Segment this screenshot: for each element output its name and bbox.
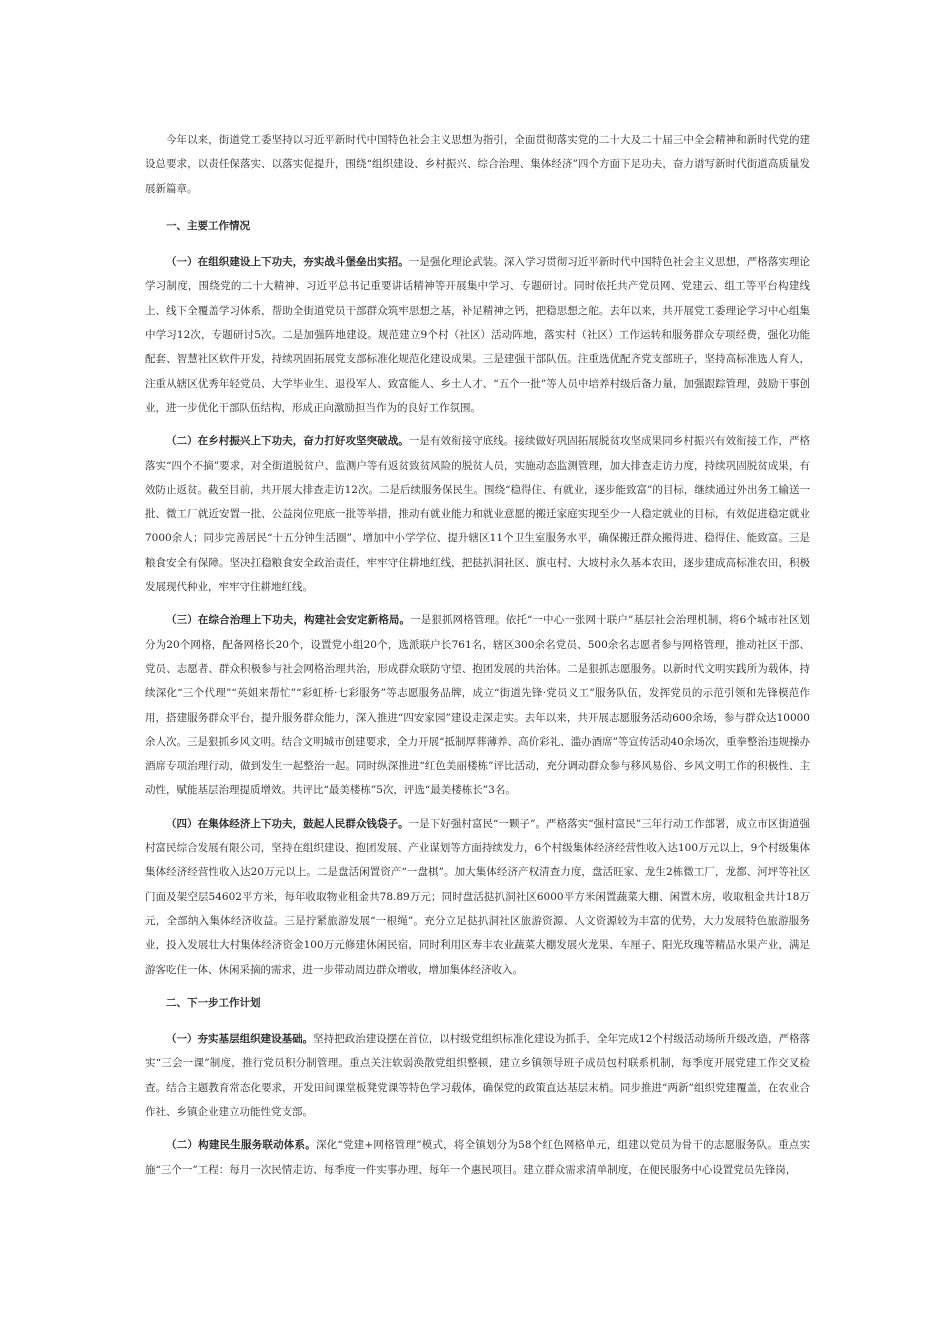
paragraph-plan-organization: [145, 1027, 810, 1124]
paragraph-lead: （一）在组织建设上下功夫，夯实战斗堡垒出实招。: [166, 256, 409, 269]
document-body: [145, 128, 810, 1191]
paragraph-lead: （二）在乡村振兴上下功夫，奋力打好攻坚突破战。: [166, 435, 409, 448]
paragraph-body: 一是强化理论武装。深入学习贯彻习近平新时代中国特色社会主义思想，严格落实理论学习制度，围绕党的二十大精神、习近平总书记重要讲话精神等开展集中学习、专题研讨。同时依托共产党员网、党建云、组工等平台构建线上、线下全覆盖学习体系，帮助全街道党员干部群众筑牢思想之基，补足精神之钙，把稳思想之舵。去年以来，共开展党工委理论学习中心组集中学习12次，专题研讨5次。二是加强阵地建设。规范建立9个村（社区）活动阵地，落实村（社区）工作运转和服务群众专项经费，强化功能配套、智慧社区软件开发，持续巩固拓展党支部标准化规范化建设成果。三是建强干部队伍。注重选优配齐党支部班子，坚持高标准选人育人，注重从辖区优秀年轻党员、大学毕业生、退役军人、致富能人、乡土人才、“五个一批”等人员中培养村级后备力量，加强跟踪管理，鼓励干事创业，进一步优化干部队伍结构，形成正向激励担当作为的良好工作氛围。: [145, 256, 811, 414]
intro-paragraph: 今年以来，街道党工委坚持以习近平新时代中国特色社会主义思想为指引，全面贯彻落实党的二十大及二十届三中全会精神和新时代党的建设总要求，以责任保落实、以落实促提升，围绕“组织建设、乡村振兴、综合治理、集体经济”四个方面下足功夫，奋力谱写新时代街道高质量发展新篇章。: [145, 134, 810, 195]
paragraph-organization: [145, 250, 810, 420]
paragraph-body: 一是有效衔接守底线。接续做好巩固拓展脱贫攻坚成果同乡村振兴有效衔接工作，严格落实“四个不摘”要求，对全街道脱贫户、监测户等有返贫致贫风险的脱贫人员，实施动态监测管理，加大排查走访力度，持续巩固脱贫成果，有效防止返贫。截至目前，共开展大排查走访12次。二是后续服务保民生。围绕“稳得住、有就业，逐步能致富”的目标，继续通过外出务工输送一批、微工厂就近安置一批、公益岗位兜底一批等举措，推动有就业能力和就业意愿的搬迁家庭实现至少一人稳定就业的目标，有效促进稳定就业7000余人；同步完善居民“十五分钟生活圈”、增加中小学学位、提升辖区11个卫生室服务水平，确保搬迁群众搬得进、稳得住、能致富。三是粮食安全有保障。坚决扛稳粮食安全政治责任，牢牢守住耕地红线，把挞扒洞社区、旗屯村、大坡村永久基本农田，逐步建成高标准农田，积极发展现代种业，牢牢守住耕地红线。: [145, 435, 811, 594]
paragraph-lead: （四）在集体经济上下功夫，鼓起人民群众钱袋子。: [166, 817, 409, 830]
paragraph-body: 一是下好强村富民“一颗子”。严格落实“强村富民”三年行动工作部署，成立市区街道强村富民综合发展有限公司，坚持在组织建设、抱团发展、产业谋划等方面持续发力，6个村级集体经济经营性收入达100万元以上，9个村级集体集体经济经营性收入达20万元以上。二是盘活闲置资产“一盘棋”。加大集体经济产权清查力度，盘活旺家、龙生2栋微工厂，龙都、河坪等社区门面及架空层54602平方米，每年收取物业租金共78.89万元；同时盘活挞扒洞社区6000平方米闲置蔬菜大棚、闲置木房，收取租金共计18万元，全部纳入集体经济收益。三是拧紧旅游发展“一根绳”。充分立足挞扒洞社区旅游资源、人文资源较为丰富的优势，大力发展特色旅游服务业，投入发展壮大村集体经济资金100万元修建休闲民宿，同时利用区寿丰农业蔬菜大棚发展火龙果、车厘子、阳光玫瑰等精品水果产业，满足游客吃住一体、休闲采摘的需求，进一步带动周边群众增收，增加集体经济收入。: [145, 817, 810, 976]
paragraph-collective-economy: [145, 812, 810, 982]
paragraph-lead: （二）构建民生服务联动体系。: [166, 1139, 316, 1152]
paragraph-rural-revitalization: [145, 429, 810, 599]
paragraph-body: 坚持把政治建设摆在首位，以村级党组织标准化建设为抓手，全年完成12个村级活动场所升级改造，严格落实“三会一课”制度，推行党员积分制管理。重点关注软弱涣散党组织整顿，建立乡镇领导班子成员包村联系机制，每季度开展党建工作交叉检查。结合主题教育常态化要求，开发田间课堂板凳党课等特色学习载体，确保党的政策直达基层末梢。同步推进“两新”组织党建覆盖，在农业合作社、乡镇企业建立功能性党支部。: [145, 1033, 811, 1118]
paragraph-lead: （三）在综合治理上下功夫，构建社会安定新格局。: [166, 614, 411, 627]
paragraph-body: 一是狠抓网格管理。依托“一中心一张网十联户”基层社会治理机制，将6个城市社区划分为20个网格，配备网格长20个，设置党小组20个，选派联户长761名，辖区300余名党员、500余名志愿者参与网格管理，推动社区干部、党员、志愿者、群众积极参与社会网格治理共治，形成群众联防守望、抱团发展的共治体。二是狠抓志愿服务。以新时代文明实践所为载体，持续深化“三个代理”“英姐来帮忙”“彩虹桥·七彩服务”等志愿服务品牌，成立“街道先锋·党员义工”服务队伍，发挥党员的示范引领和先锋模范作用，搭建服务群众平台，提升服务群众能力，深入推进“四安家园”建设走深走实。去年以来，共开展志愿服务活动600余场，参与群众达10000余人次。三是狠抓乡风文明。结合文明城市创建要求，全力开展“抵制厚葬薄养、高价彩礼、滥办酒席”等宣传活动40余场次，重拳整治违规操办酒席专项治理行动，做到发生一起整治一起。同时纵深推进“红色美丽楼栋”评比活动，充分调动群众参与移风易俗、乡风文明工作的积极性、主动性，赋能基层治理提质增效。共评比“最美楼栋”5次，评选“最美楼栋长”3名。: [145, 614, 810, 797]
paragraph-body: 深化“党建+网格管理”模式，将全镇划分为58个红色网格单元，组建以党员为骨干的志愿服务队。重点实施“三个一”工程：每月一次民情走访、每季度一件实事办理、每年一个惠民项目。建立群众需求清单制度，在便民服务中心设置党员先锋岗，: [145, 1139, 811, 1176]
paragraph-governance: [145, 608, 810, 802]
paragraph-plan-livelihood: [145, 1133, 810, 1182]
section-heading-main-work: 一、主要工作情况: [166, 219, 250, 232]
section-heading-next-plan: 二、下一步工作计划: [166, 996, 261, 1009]
paragraph-lead: （一）夯实基层组织建设基础。: [166, 1033, 314, 1046]
